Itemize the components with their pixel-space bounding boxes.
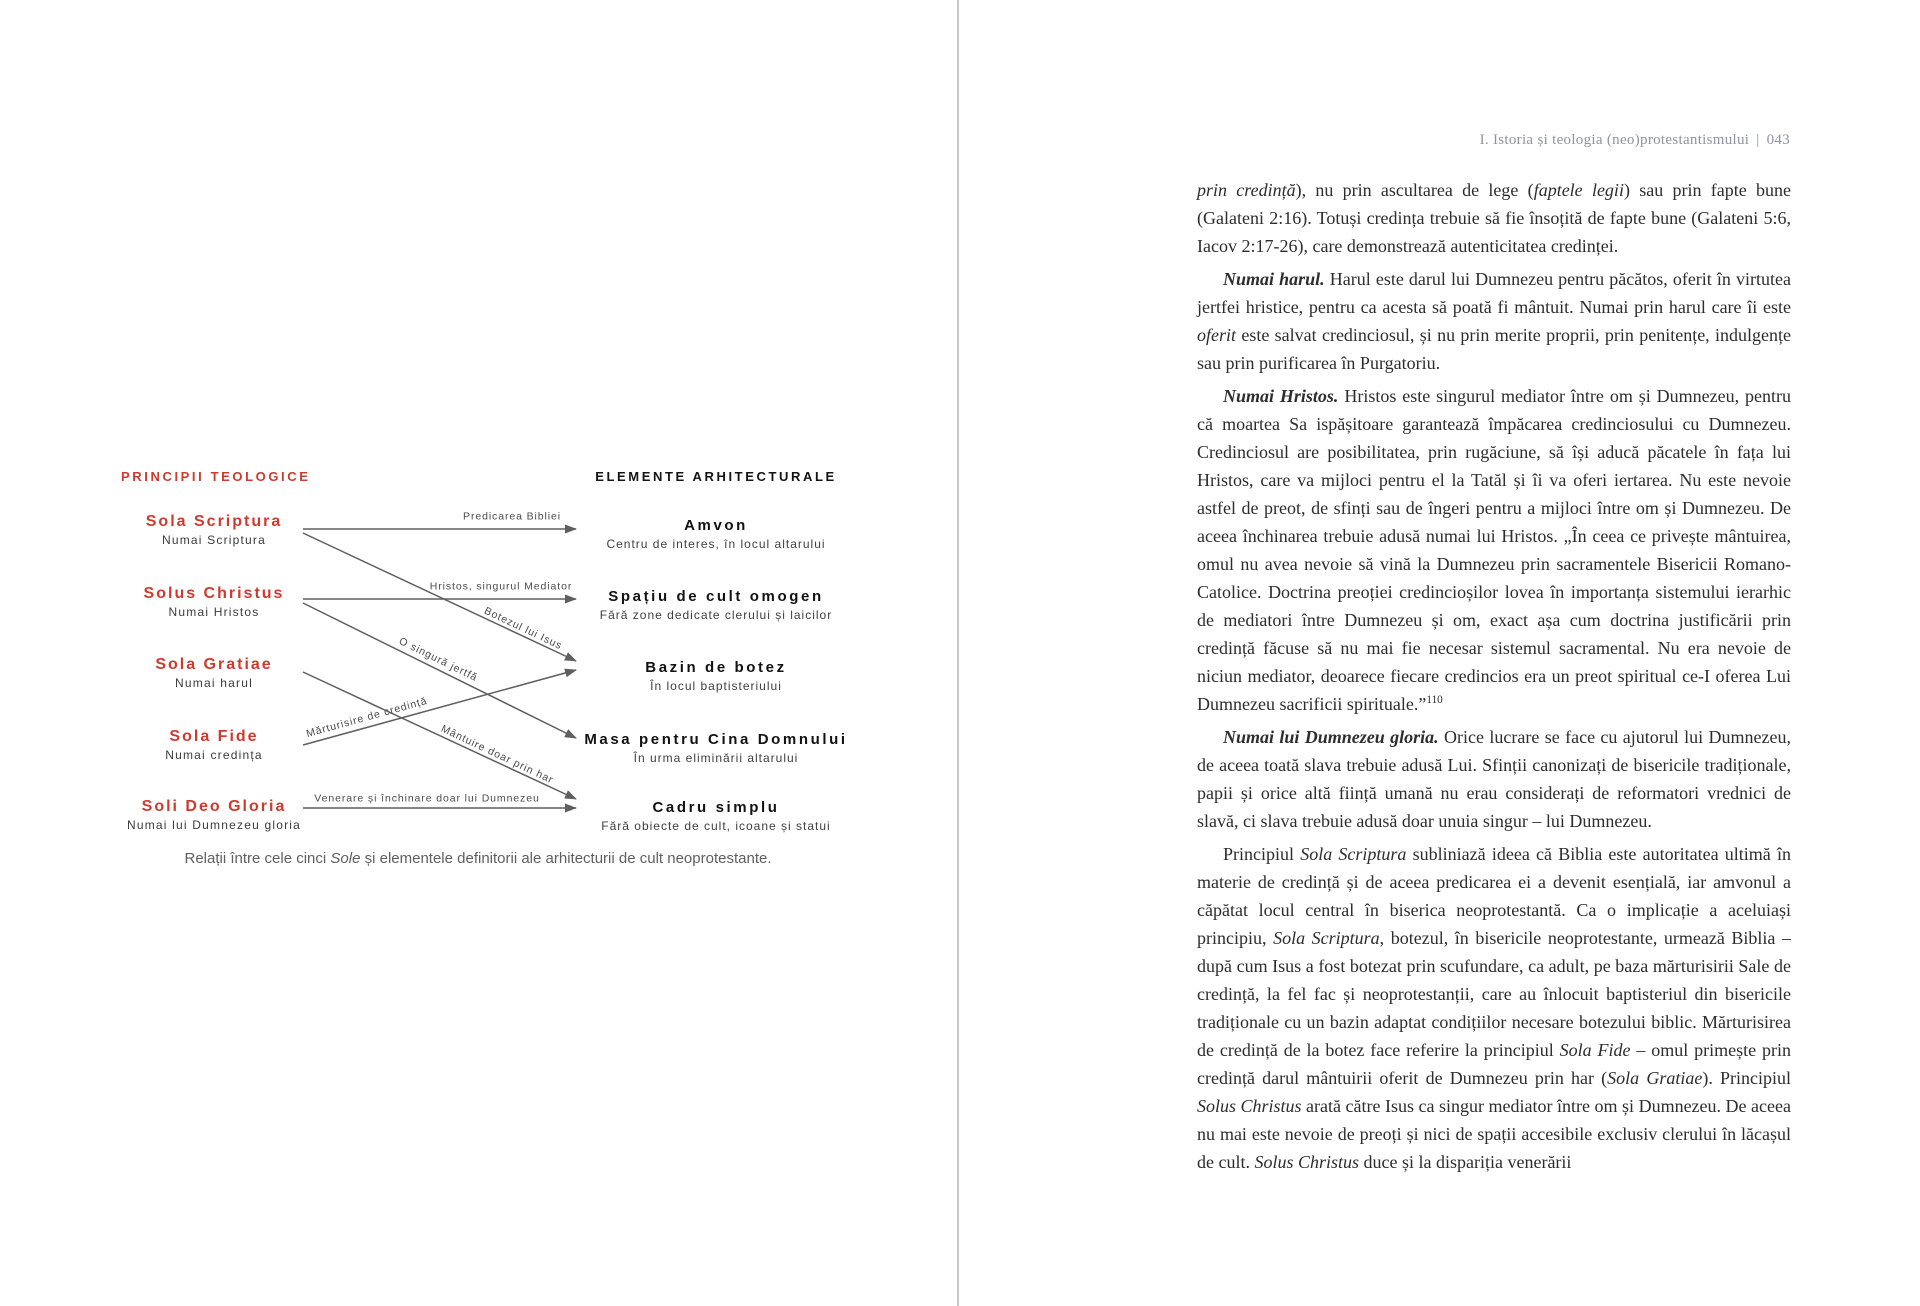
element-title: Amvon <box>684 517 748 534</box>
figure-caption <box>184 849 771 868</box>
element-subtitle: În locul baptisteriului <box>650 679 782 693</box>
running-header-page-number: 043 <box>1766 132 1790 148</box>
diagram-left-heading: PRINCIPII TEOLOGICE <box>121 469 311 484</box>
element-subtitle: Centru de interes, în locul altarului <box>606 537 826 551</box>
arrow-label-predicarea: Predicarea Bibliei <box>463 510 561 523</box>
principle-title: Sola Fide <box>169 728 259 745</box>
principle-subtitle: Numai lui Dumnezeu gloria <box>126 818 302 832</box>
principle-sola-gratiae <box>155 655 272 691</box>
element-title: Spațiu de cult omogen <box>608 588 824 605</box>
principle-sola-scriptura <box>146 512 282 548</box>
diagram-arrows <box>0 0 958 1306</box>
arrow-label-marturisire: Mărturisire de credință <box>304 695 429 741</box>
element-cadru-simplu <box>601 799 830 834</box>
running-header-chapter: I. Istoria și teologia (neo)protestantismului <box>1479 132 1750 148</box>
principle-title: Soli Deo Gloria <box>141 798 287 815</box>
body-text <box>1197 176 1791 1181</box>
body-paragraph: Principiul Sola Scriptura subliniază ideea că Biblia este autoritatea ultimă în materie de credință și de aceea predicarea ei a devenit esențială, iar amvonul a căpătat locul central în biserica neoprotestantă. Ca o implicație a aceluiași principiu, Sola Scriptura, botezul, în bisericile neoprotestante, urmează Biblia – după cum Isus a fost botezat prin scufundare, ca adult, pe baza mărturisirii Sale de credință, la fel fac și neoprotestanții, care au înlocuit baptisteriul din bisericile tradiționale cu un bazin adaptat condițiilor necesare botezului biblic. Mărturisirea de credință de la botez face referire la principiul Sola Fide – omul primește prin credință darul mântuirii oferit de Dumnezeu prin har (Sola Gratiae). Principiul Solus Christus arată către Isus ca singur mediator între om și Dumnezeu. De aceea nu mai este nevoie de preoți și nici de spații accesibile exclusiv clerului în lăcașul de cult. Solus Christus duce și la dispariția venerării <box>1197 844 1791 1172</box>
principle-title: Solus Christus <box>143 585 285 602</box>
element-amvon <box>606 517 825 552</box>
element-bazin-de-botez <box>645 659 786 694</box>
principle-soli-deo-gloria <box>127 797 301 833</box>
body-paragraph: Numai harul. Harul este darul lui Dumnezeu pentru păcătos, oferit în virtutea jertfei hristice, pentru ca acesta să poată fi mântuit. Numai prin harul care îi este oferit este salvat credinciosul, și nu prin merite proprii, prin penitențe, indulgențe sau prin purificarea în Purgatoriu. <box>1197 269 1791 373</box>
theology-architecture-diagram <box>0 0 958 1306</box>
body-paragraph: Numai lui Dumnezeu gloria. Orice lucrare se face cu ajutorul lui Dumnezeu, de aceea toată slava trebuie adusă Lui. Sfinții canonizați de bisericile tradiționale, papii și orice altă ființă umană nu erau considerați de reformatori vrednici de slavă, ci slava trebuie adusă doar unuia singur – lui Dumnezeu. <box>1197 727 1791 831</box>
element-title: Masa pentru Cina Domnului <box>584 731 848 748</box>
diagram-right-heading: ELEMENTE ARHITECTURALE <box>595 469 837 484</box>
principle-sola-fide <box>165 727 263 763</box>
principle-subtitle: Numai credința <box>165 748 263 762</box>
element-title: Bazin de botez <box>645 659 787 676</box>
body-paragraph: prin credință), nu prin ascultarea de lege (faptele legii) sau prin fapte bune (Galateni 2:16). Totuși credința trebuie să fie însoțită de fapte bune (Galateni 5:6, Iacov 2:17-26), care demonstrează autenticitatea credinței. <box>1197 180 1792 256</box>
arrow-label-botezul: Botezul lui Isus <box>482 604 565 653</box>
element-masa-cina-domnului <box>584 731 847 766</box>
arrow-label-jertfa: O singură jertfă <box>396 635 480 684</box>
caption-text: Relații între cele cinci <box>184 850 331 867</box>
element-subtitle: În urma eliminării altarului <box>633 751 799 765</box>
principle-solus-christus <box>144 584 285 620</box>
arrow-label-mantuire: Mântuire doar prin har <box>439 722 556 787</box>
element-spatiu-de-cult <box>600 588 832 623</box>
principle-subtitle: Numai Scriptura <box>161 533 267 547</box>
page-gutter-divider <box>957 0 959 1306</box>
principle-subtitle: Numai Hristos <box>168 605 260 619</box>
element-subtitle: Fără obiecte de cult, icoane și statui <box>601 819 831 833</box>
element-subtitle: Fără zone dedicate clerului și laicilor <box>599 608 833 622</box>
principle-title: Sola Gratiae <box>155 656 273 673</box>
running-header-separator: | <box>1756 132 1760 148</box>
running-header <box>1480 131 1790 150</box>
arrow-label-venerare: Venerare și închinare doar lui Dumnezeu <box>314 792 540 805</box>
body-paragraph: Numai Hristos. Hristos este singurul mediator între om și Dumnezeu, pentru că moartea Sa ispășitoare garantează împăcarea credinciosului cu Dumnezeu. Credinciosul are posibilitatea, prin rugăciune, să își aducă păcatele în fața lui Hristos, care va mijloci pentru el la Tatăl și îi va oferi iertarea. Nu este nevoie astfel de preot, de sfinți sau de îngeri pentru a mijloci între om și Dumnezeu. De aceea închinarea trebuie adusă numai lui Hristos. „În ceea ce privește mântuirea, omul nu avea nevoie să vină la Dumnezeu prin sacramentele Bisericii Romano-Catolice. Doctrina preoției credincioșilor lovea în importanța sistemului ierarhic de mediatori între Dumnezeu și om, exact așa cum doctrina justificării prin credință făcuse să nu mai fie necesar sistemul sacramental. Nu era nevoie de niciun mediator, deoarece fiecare credincios era un preot spiritual ce-I oferea Lui Dumnezeu sacrificii spirituale.”$^{110}$ <box>1197 386 1791 714</box>
caption-italic-sole: Sole <box>330 850 361 867</box>
element-title: Cadru simplu <box>652 799 780 816</box>
caption-text: și elementele definitorii ale arhitecturii de cult neoprotestante. <box>360 850 772 867</box>
principle-subtitle: Numai harul <box>175 676 253 690</box>
principle-title: Sola Scriptura <box>145 513 283 530</box>
arrow-label-hristos-mediator: Hristos, singurul Mediator <box>429 580 573 593</box>
